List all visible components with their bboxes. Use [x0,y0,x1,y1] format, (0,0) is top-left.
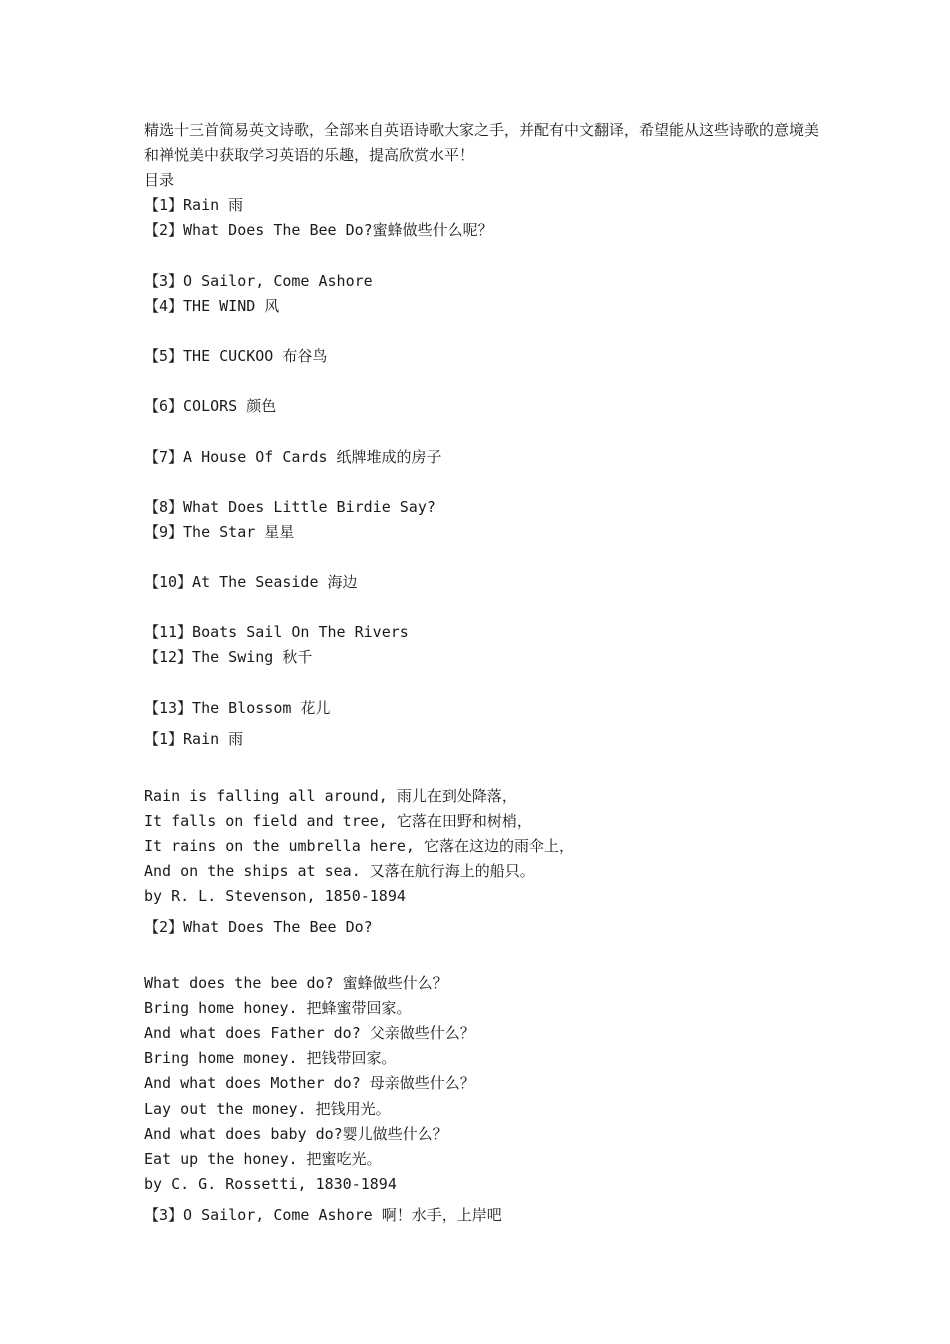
toc-item: 【10】At The Seaside 海边 [144,573,358,591]
toc-item: 【7】A House Of Cards 纸牌堆成的房子 [144,448,442,466]
poem-line: What does the bee do? 蜜蜂做些什么？ [144,974,448,992]
toc-item: 【3】O Sailor, Come Ashore [144,272,373,290]
poem-author: by C. G. Rossetti, 1830-1894 [144,1175,397,1193]
toc-item: 【5】THE CUCKOO 布谷鸟 [144,347,328,365]
poem-line: And on the ships at sea. 又落在航行海上的船只。 [144,862,535,880]
poem-line: And what does Mother do? 母亲做些什么？ [144,1074,475,1092]
poem-heading: 【1】Rain 雨 [144,730,244,748]
poem-heading: 【3】O Sailor, Come Ashore 啊！水手，上岸吧 [144,1206,502,1224]
intro-paragraph: 精选十三首简易英文诗歌，全部来自英语诗歌大家之手，并配有中文翻译，希望能从这些诗歌的意境美和禅悦美中获取学习英语的乐趣，提高欣赏水平！ [144,121,820,164]
toc-item: 【8】What Does Little Birdie Say? [144,498,436,516]
poem-line: And what does Father do? 父亲做些什么？ [144,1024,475,1042]
poem-line: Bring home money. 把钱带回家。 [144,1049,397,1067]
toc-item: 【12】The Swing 秋千 [144,648,313,666]
poem-line: It rains on the umbrella here, 它落在这边的雨伞上， [144,837,574,855]
poem-line: Lay out the money. 把钱用光。 [144,1100,391,1118]
poem-line: Rain is falling all around, 雨儿在到处降落， [144,787,517,805]
toc-item: 【4】THE WIND 风 [144,297,280,315]
toc-item: 【9】The Star 星星 [144,523,295,541]
poem-author: by R. L. Stevenson, 1850-1894 [144,887,406,905]
toc-item: 【11】Boats Sail On The Rivers [144,623,409,641]
poem-line: Eat up the honey. 把蜜吃光。 [144,1150,382,1168]
poem-line: And what does baby do?婴儿做些什么？ [144,1125,448,1143]
toc-title: 目录 [144,171,175,189]
toc-item: 【1】Rain 雨 [144,196,244,214]
poem-line: It falls on field and tree, 它落在田野和树梢， [144,812,532,830]
toc-item: 【2】What Does The Bee Do?蜜蜂做些什么呢？ [144,221,493,239]
toc-item: 【13】The Blossom 花儿 [144,699,331,717]
poem-heading: 【2】What Does The Bee Do? [144,918,373,936]
poem-line: Bring home honey. 把蜂蜜带回家。 [144,999,412,1017]
toc-item: 【6】COLORS 颜色 [144,397,277,415]
